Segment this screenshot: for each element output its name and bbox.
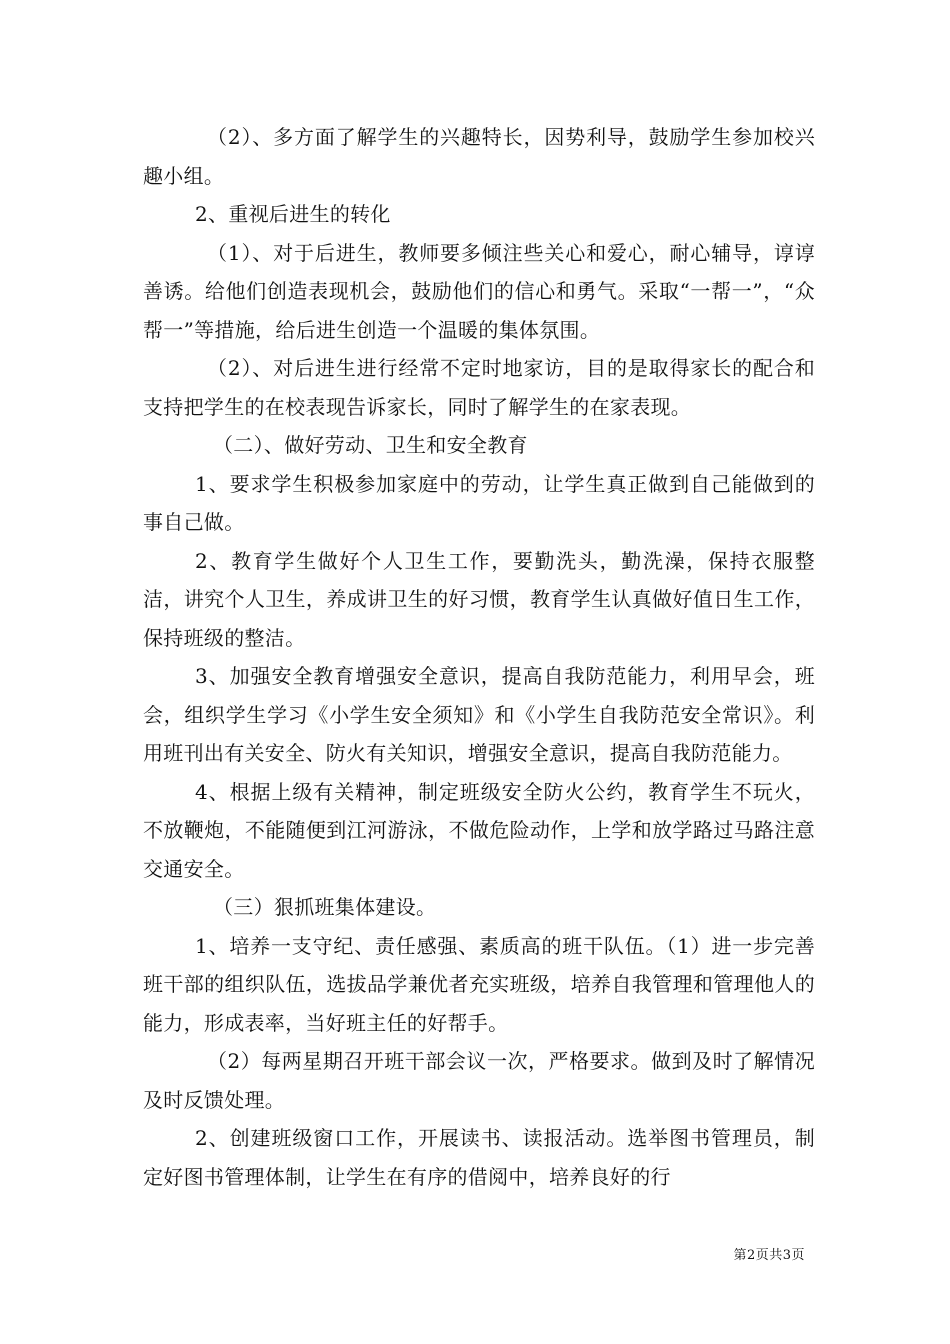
paragraph-home-visits: （2）、对后进生进行经常不定时地家访，目的是取得家长的配合和支持把学生的在校表现告诉家长，同时了解学生的在家表现。 [143,356,815,419]
paragraph-interest-groups: （2）、多方面了解学生的兴趣特长，因势利导，鼓励学生参加校兴趣小组。 [143,125,815,188]
paragraph-safety-education: 3、加强安全教育增强安全意识，提高自我防范能力，利用早会，班会，组织学生学习《小学生安全须知》和《小学生自我防范安全常识》。利用班刊出有关安全、防火有关知识，增强安全意识，提高自我防范能力。 [143,664,815,765]
paragraph-heading-class-building: （三）狠抓班集体建设。 [213,895,437,919]
paragraph-class-cadres: 1、培养一支守纪、责任感强、素质高的班干队伍。（1）进一步完善班干部的组织队伍，选拔品学兼优者充实班级，培养自我管理和管理他人的能力，形成表率，当好班主任的好帮手。 [143,933,815,1035]
paragraph-heading-labor-safety: （二）、做好劳动、卫生和安全教育 [213,433,528,457]
paragraph-fire-safety: 4、根据上级有关精神，制定班级安全防火公约，教育学生不玩火，不放鞭炮，不能随便到江河游泳，不做危险动作，上学和放学路过马路注意交通安全。 [143,779,815,881]
paragraph-cadre-meetings: （2）每两星期召开班干部会议一次，严格要求。做到及时了解情况及时反馈处理。 [143,1049,815,1112]
paragraph-reading-activities: 2、创建班级窗口工作，开展读书、读报活动。选举图书管理员，制定好图书管理体制，让学生在有序的借阅中，培养良好的行 [143,1126,815,1189]
paragraph-care-underachievers: （1）、对于后进生，教师要多倾注些关心和爱心，耐心辅导，谆谆善诱。给他们创造表现机会，鼓励他们的信心和勇气。采取“一帮一”，“众帮一”等措施，给后进生创造一个温暖的集体氛围。 [143,240,815,342]
paragraph-household-labor: 1、要求学生积极参加家庭中的劳动，让学生真正做到自己能做到的事自己做。 [143,471,815,534]
paragraph-hygiene: 2、教育学生做好个人卫生工作，要勤洗头，勤洗澡，保持衣服整洁，讲究个人卫生，养成讲卫生的好习惯，教育学生认真做好值日生工作，保持班级的整洁。 [143,548,815,650]
page-number: 第2页共3页 [733,1248,805,1263]
paragraph-heading-underachievers: 2、重视后进生的转化 [195,202,391,226]
document-body [143,118,815,1196]
